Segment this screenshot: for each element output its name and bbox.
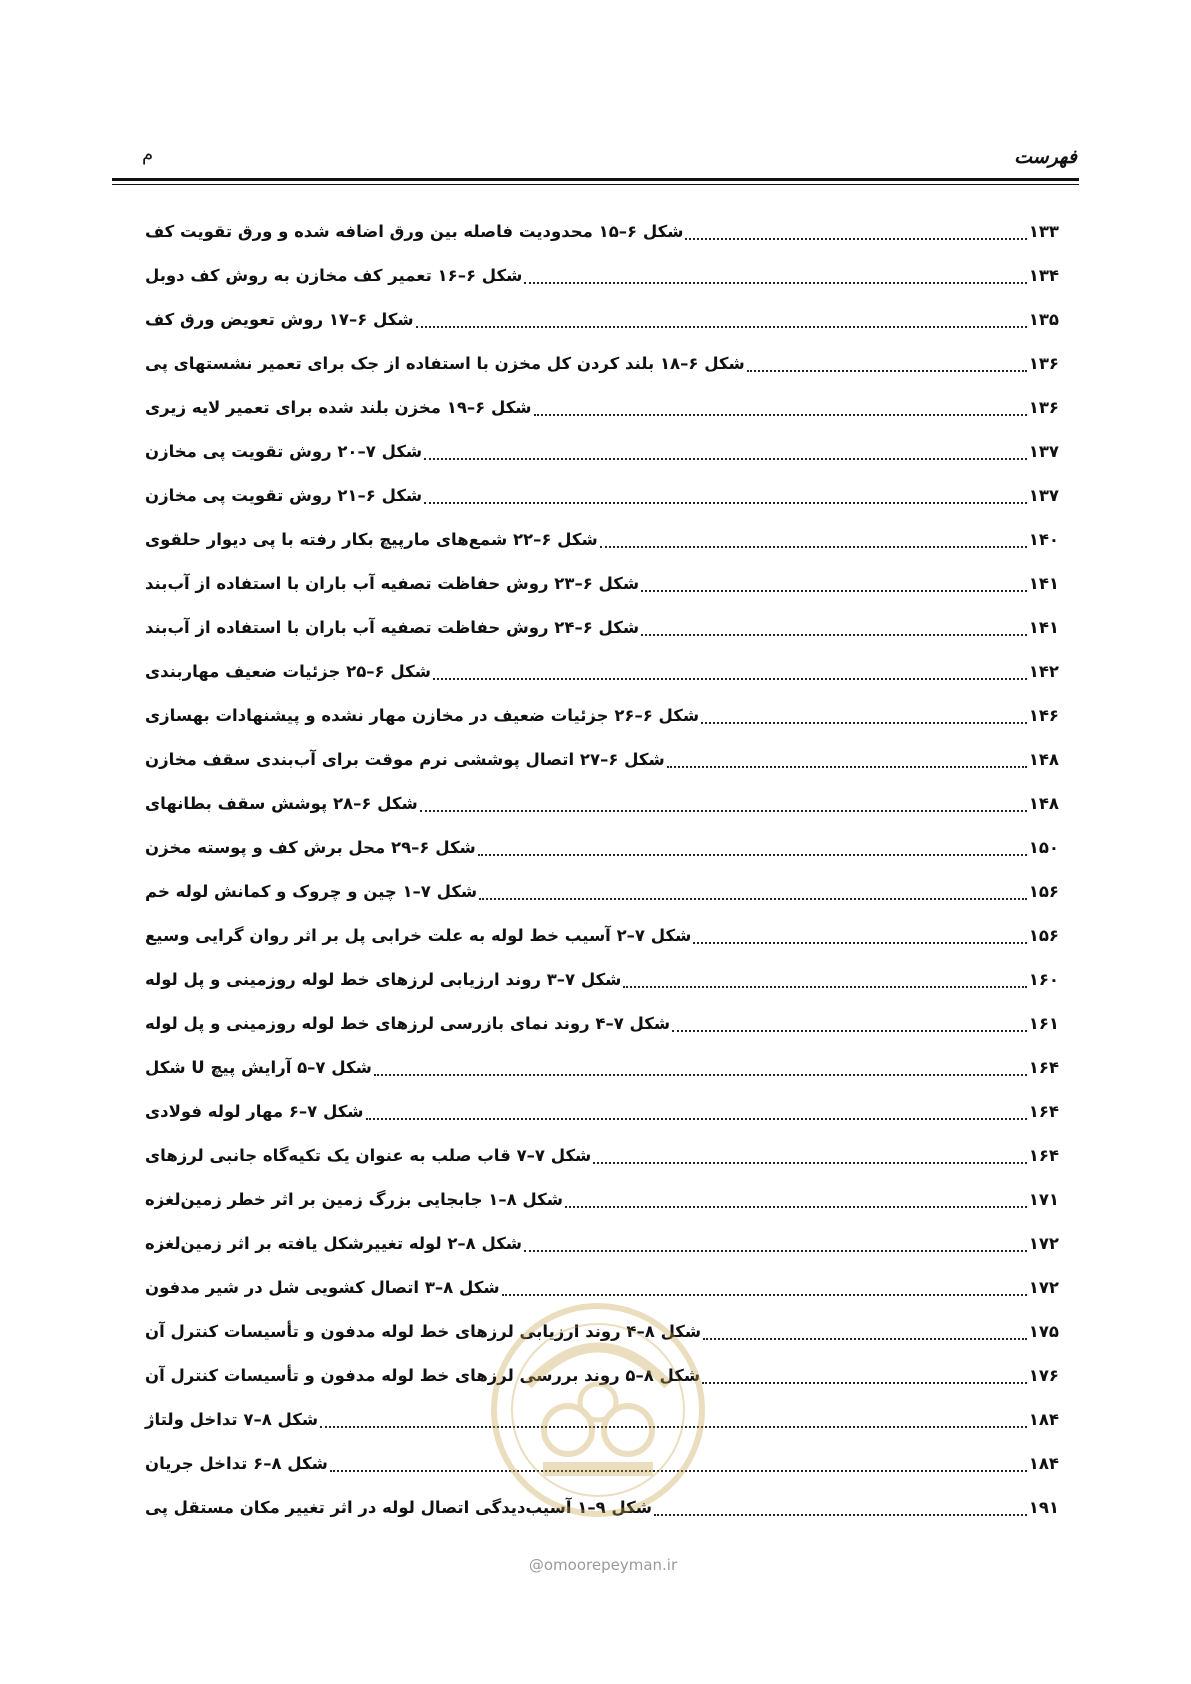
toc-entry-title: شکل ۶–۲۹ محل برش کف و پوسته مخزن — [145, 838, 476, 857]
header-page-number: م — [142, 144, 154, 165]
toc-entry[interactable] — [145, 706, 1059, 750]
toc-entry-page: ۱۳۴ — [1028, 266, 1059, 285]
toc-entry-page: ۱۴۰ — [1028, 530, 1059, 549]
toc-entry-title: شکل ۸–۵ روند بررسی لرزهای خط لوله مدفون و تأسیسات کنترل آن — [145, 1366, 701, 1385]
toc-leader-dots — [366, 1102, 1027, 1120]
toc-leader-dots — [479, 882, 1027, 900]
toc-leader-dots — [534, 398, 1027, 416]
toc-entry-page: ۱۳۳ — [1028, 222, 1059, 241]
toc-leader-dots — [685, 222, 1026, 240]
toc-entry[interactable] — [145, 1102, 1059, 1146]
toc-entry[interactable] — [145, 398, 1059, 442]
toc-entry-title: شکل ۶–۱۸ بلند کردن کل مخزن با استفاده از جک برای تعمیر نشستهای پی — [145, 354, 745, 373]
toc-entry-title: شکل ۷–۳ روند ارزیابی لرزهای خط لوله روزمینی و پل لوله — [145, 970, 622, 989]
header-rule-thick — [112, 178, 1079, 181]
toc-entry[interactable] — [145, 618, 1059, 662]
toc-leader-dots — [667, 750, 1027, 768]
toc-entry[interactable] — [145, 1190, 1059, 1234]
toc-entry-title: شکل ۷–۱ چین و چروک و کمانش لوله خم — [145, 882, 478, 901]
toc-entry-page: ۱۳۶ — [1028, 354, 1059, 373]
toc-entry-page: ۱۵۰ — [1028, 838, 1059, 857]
toc-entry-title: شکل ۶–۲۵ جزئیات ضعیف مهاربندی — [145, 662, 431, 681]
toc-entry[interactable] — [145, 266, 1059, 310]
toc-entry[interactable] — [145, 574, 1059, 618]
toc-entry-title: شکل ۷–۷ قاب صلب به عنوان یک تکیه‌گاه جانبی لرزهای — [145, 1146, 592, 1165]
toc-entry-title: شکل ۶–۱۷ روش تعویض ورق کف — [145, 310, 414, 329]
toc-leader-dots — [565, 1190, 1027, 1208]
toc-entry-title: شکل ۶–۲۶ جزئیات ضعیف در مخازن مهار نشده و پیشنهادات بهسازی — [145, 706, 700, 725]
toc-entry[interactable] — [145, 1058, 1059, 1102]
toc-leader-dots — [433, 662, 1027, 680]
toc-entry[interactable] — [145, 1234, 1059, 1278]
toc-entry[interactable] — [145, 662, 1059, 706]
toc-leader-dots — [416, 310, 1027, 328]
toc-leader-dots — [641, 574, 1027, 592]
toc-entry-page: ۱۵۶ — [1028, 882, 1059, 901]
toc-entry-title: شکل ۶–۲۸ پوشش سقف بطانهای — [145, 794, 418, 813]
toc-leader-dots — [478, 838, 1027, 856]
header-rule-thin — [112, 184, 1079, 185]
toc-leader-dots — [623, 970, 1026, 988]
toc-entry-title: شکل ۷–۲ آسیب خط لوله به علت خرابی پل بر اثر روان گرایی وسیع — [145, 926, 692, 945]
toc-entry-page: ۱۴۸ — [1028, 750, 1059, 769]
header-title: فهرست — [1014, 146, 1077, 168]
toc-leader-dots — [693, 926, 1026, 944]
toc-leader-dots — [701, 706, 1027, 724]
toc-entry-title: شکل ۸–۶ تداخل جریان — [145, 1454, 328, 1473]
toc-entry-title: شکل ۸–۲ لوله تغییرشکل یافته بر اثر زمین‌لغزه — [145, 1234, 523, 1253]
watermark-url: @omoorepeyman.ir — [528, 1556, 678, 1574]
toc-leader-dots — [600, 530, 1027, 548]
toc-entry-title: شکل ۸–۴ روند ارزیابی لرزهای خط لوله مدفون و تأسیسات کنترل آن — [145, 1322, 702, 1341]
toc-entry-title: شکل ۶–۱۹ مخزن بلند شده برای تعمیر لایه زیری — [145, 398, 532, 417]
toc-entry-page: ۱۴۱ — [1028, 574, 1059, 593]
toc-entry-title: شکل ۸–۱ جابجایی بزرگ زمین بر اثر خطر زمین‌لغزه — [145, 1190, 563, 1209]
toc-entry[interactable] — [145, 926, 1059, 970]
toc-leader-dots — [702, 1366, 1027, 1384]
toc-entry-page: ۱۴۲ — [1028, 662, 1059, 681]
toc-leader-dots — [641, 618, 1027, 636]
toc-entry-title: شکل ۷–۴ روند نمای بازرسی لرزهای خط لوله روزمینی و پل لوله — [145, 1014, 671, 1033]
toc-leader-dots — [424, 442, 1027, 460]
toc-entry[interactable] — [145, 354, 1059, 398]
toc-entry-page: ۱۴۱ — [1028, 618, 1059, 637]
toc-leader-dots — [747, 354, 1027, 372]
toc-entry[interactable] — [145, 310, 1059, 354]
toc-entry-title: شکل ۸–۷ تداخل ولتاژ — [145, 1410, 319, 1429]
toc-leader-dots — [672, 1014, 1027, 1032]
toc-entry-page: ۱۴۸ — [1028, 794, 1059, 813]
toc-entry-page: ۱۳۶ — [1028, 398, 1059, 417]
toc-entry[interactable] — [145, 486, 1059, 530]
toc-entry[interactable] — [145, 750, 1059, 794]
toc-leader-dots — [420, 794, 1027, 812]
toc-entry-page: ۱۳۵ — [1028, 310, 1059, 329]
toc-leader-dots — [524, 1234, 1027, 1252]
toc-entry-page: ۱۶۴ — [1028, 1058, 1059, 1077]
toc-entry-title: شکل ۷–۲۰ روش تقویت پی مخازن — [145, 442, 423, 461]
toc-entry-page: ۱۷۵ — [1028, 1322, 1059, 1341]
toc-entry-page: ۱۶۰ — [1028, 970, 1059, 989]
toc-entry-page: ۱۷۲ — [1028, 1234, 1059, 1253]
toc-entry-title: شکل ۶–۱۶ تعمیر کف مخازن به روش کف دوبل — [145, 266, 523, 285]
toc-entry[interactable] — [145, 1014, 1059, 1058]
toc-entry[interactable] — [145, 1146, 1059, 1190]
toc-entry-title: شکل ۶–۱۵ محدودیت فاصله بین ورق اضافه شده و ورق تقویت کف — [145, 222, 684, 241]
toc-leader-dots — [424, 486, 1027, 504]
toc-entry-page: ۱۸۴ — [1028, 1454, 1059, 1473]
toc-entry[interactable] — [145, 794, 1059, 838]
toc-entry-page: ۱۳۷ — [1028, 486, 1059, 505]
toc-entry-page: ۱۷۲ — [1028, 1278, 1059, 1297]
toc-leader-dots — [593, 1146, 1027, 1164]
toc-entry-title: شکل ۸–۳ اتصال کشویی شل در شیر مدفون — [145, 1278, 500, 1297]
toc-entry-title: شکل ۶–۲۴ روش حفاظت تصفیه آب باران با استفاده از آب‌بند — [145, 618, 640, 637]
toc-entry[interactable] — [145, 530, 1059, 574]
toc-leader-dots — [374, 1058, 1027, 1076]
toc-entry[interactable] — [145, 882, 1059, 926]
toc-entry[interactable] — [145, 970, 1059, 1014]
publisher-seal-watermark — [488, 1290, 708, 1530]
toc-entry-page: ۱۸۴ — [1028, 1410, 1059, 1429]
toc-entry-page: ۱۹۱ — [1028, 1498, 1059, 1517]
toc-entry-page: ۱۷۱ — [1028, 1190, 1059, 1209]
toc-entry-title: شکل ۷–۶ مهار لوله فولادی — [145, 1102, 364, 1121]
toc-entry-page: ۱۶۴ — [1028, 1102, 1059, 1121]
toc-entry[interactable] — [145, 838, 1059, 882]
toc-entry-title: شکل ۶–۲۲ شمع‌های مارپیچ بکار رفته با پی دیوار حلقوی — [145, 530, 598, 549]
toc-entry-page: ۱۴۶ — [1028, 706, 1059, 725]
toc-leader-dots — [703, 1322, 1027, 1340]
toc-entry-page: ۱۶۱ — [1028, 1014, 1059, 1033]
toc-leader-dots — [654, 1498, 1027, 1516]
toc-entry-page: ۱۶۴ — [1028, 1146, 1059, 1165]
toc-entry-title: شکل ۶–۲۷ اتصال پوششی نرم موقت برای آب‌بندی سقف مخازن — [145, 750, 665, 769]
toc-entry-title: شکل ۷–۵ آرایش پیچ U شکل — [145, 1058, 372, 1077]
toc-entry[interactable] — [145, 442, 1059, 486]
toc-entry-title: شکل ۶–۲۱ روش تقویت پی مخازن — [145, 486, 423, 505]
toc-entry-title: شکل ۶–۲۳ روش حفاظت تصفیه آب باران با استفاده از آب‌بند — [145, 574, 640, 593]
toc-entry-title: شکل ۹–۱ آسیب‌دیدگی اتصال لوله در اثر تغییر مکان مستقل پی — [145, 1498, 652, 1517]
toc-entry[interactable] — [145, 222, 1059, 266]
page-header — [112, 140, 1079, 170]
toc-entry-page: ۱۵۶ — [1028, 926, 1059, 945]
toc-leader-dots — [524, 266, 1026, 284]
toc-entry-page: ۱۷۶ — [1028, 1366, 1059, 1385]
toc-entry-page: ۱۳۷ — [1028, 442, 1059, 461]
